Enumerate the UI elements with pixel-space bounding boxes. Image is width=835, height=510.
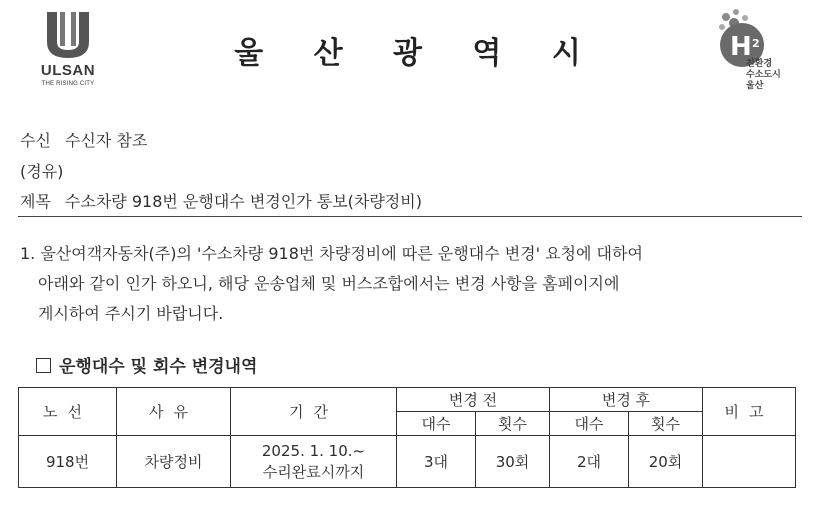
cell-period-line1: 2025. 1. 10.~	[261, 441, 366, 460]
body-line-2: 아래와 같이 인가 하오니, 해당 운송업체 및 버스조합에서는 변경 사항을 홈페이지에	[38, 274, 620, 293]
recipient-row	[20, 128, 147, 151]
checkbox-icon	[36, 358, 51, 373]
header-route: 노선	[19, 388, 117, 436]
via-label: (경유)	[20, 162, 64, 181]
cell-count-after: 2대	[550, 436, 629, 488]
header-count-before: 대수	[397, 412, 476, 436]
header-count-after: 대수	[550, 412, 629, 436]
cell-period	[231, 436, 397, 488]
body-paragraph	[20, 239, 810, 329]
logo-city-name: ULSAN	[40, 62, 96, 79]
recipient-value: 수신자 참조	[64, 131, 148, 150]
cell-trips-after: 20회	[629, 436, 703, 488]
logo-tagline: THE RISING CITY	[41, 81, 95, 87]
cell-note	[703, 436, 796, 488]
header-trips-after: 횟수	[629, 412, 703, 436]
header-divider	[18, 216, 802, 217]
page-title: 울 산 광 역 시	[234, 36, 601, 71]
subject-row	[20, 189, 422, 212]
cell-period-line2: 수리완료시까지	[262, 462, 365, 481]
subject-label: 제목	[20, 192, 51, 211]
recipient-label: 수신	[20, 131, 51, 150]
header-before: 변경 전	[397, 388, 550, 412]
via-row	[20, 159, 63, 182]
body-line-1: 1. 울산여객자동차(주)의 '수소차량 918번 차량정비에 따른 운행대수 변경' 요청에 대하여	[20, 244, 643, 263]
logo-caption: 친환경 수소도시 울산	[746, 59, 781, 91]
cell-route: 918번	[19, 436, 117, 488]
svg-text:2: 2	[752, 37, 760, 50]
cell-trips-before: 30회	[476, 436, 550, 488]
header-reason: 사유	[117, 388, 231, 436]
section-title: 운행대수 및 회수 변경내역	[59, 357, 258, 377]
header-after: 변경 후	[550, 388, 703, 412]
section-heading	[36, 352, 257, 377]
change-table	[18, 387, 796, 488]
header-note: 비고	[703, 388, 796, 436]
body-line-3: 게시하여 주시기 바랍니다.	[38, 304, 224, 323]
svg-text:H: H	[730, 32, 752, 62]
header-trips-before: 횟수	[476, 412, 550, 436]
cell-reason: 차량정비	[117, 436, 231, 488]
cell-count-before: 3대	[397, 436, 476, 488]
table-row	[19, 436, 796, 488]
hydrogen-city-logo	[712, 5, 792, 101]
subject-value: 수소차량 918번 운행대수 변경인가 통보(차량정비)	[64, 192, 422, 211]
header-period: 기간	[231, 388, 397, 436]
